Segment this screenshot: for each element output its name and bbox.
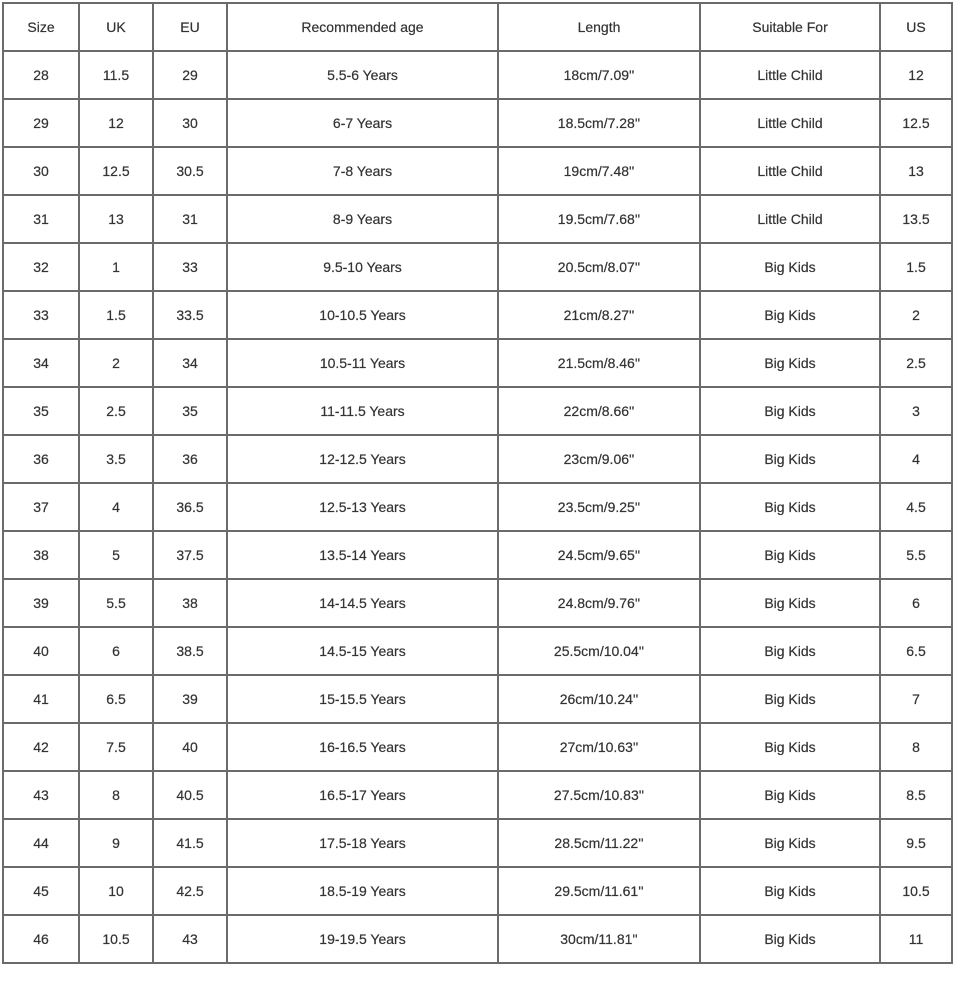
cell-uk: 12 [79,99,153,147]
header-suitable-for: Suitable For [700,3,880,51]
cell-length: 28.5cm/11.22'' [498,819,700,867]
cell-uk: 2 [79,339,153,387]
cell-suitable-for: Big Kids [700,819,880,867]
cell-size: 42 [3,723,79,771]
header-recommended-age: Recommended age [227,3,498,51]
cell-size: 30 [3,147,79,195]
cell-length: 25.5cm/10.04'' [498,627,700,675]
cell-eu: 33 [153,243,227,291]
cell-length: 21.5cm/8.46'' [498,339,700,387]
cell-recommended-age: 15-15.5 Years [227,675,498,723]
cell-eu: 31 [153,195,227,243]
cell-suitable-for: Big Kids [700,339,880,387]
cell-eu: 40.5 [153,771,227,819]
table-row [3,723,952,771]
cell-length: 24.8cm/9.76'' [498,579,700,627]
cell-size: 32 [3,243,79,291]
cell-length: 29.5cm/11.61'' [498,867,700,915]
cell-eu: 43 [153,915,227,963]
cell-recommended-age: 10-10.5 Years [227,291,498,339]
table-row [3,483,952,531]
cell-eu: 34 [153,339,227,387]
cell-recommended-age: 7-8 Years [227,147,498,195]
cell-eu: 42.5 [153,867,227,915]
cell-recommended-age: 6-7 Years [227,99,498,147]
cell-size: 29 [3,99,79,147]
cell-us: 7 [880,675,952,723]
cell-suitable-for: Big Kids [700,579,880,627]
table-row [3,387,952,435]
cell-us: 4.5 [880,483,952,531]
cell-recommended-age: 16.5-17 Years [227,771,498,819]
cell-size: 36 [3,435,79,483]
table-row [3,627,952,675]
size-chart-container [2,2,953,964]
cell-suitable-for: Big Kids [700,483,880,531]
cell-us: 2.5 [880,339,952,387]
cell-us: 13 [880,147,952,195]
cell-eu: 40 [153,723,227,771]
cell-size: 41 [3,675,79,723]
cell-us: 8 [880,723,952,771]
cell-suitable-for: Big Kids [700,771,880,819]
cell-uk: 9 [79,819,153,867]
cell-suitable-for: Big Kids [700,723,880,771]
cell-size: 38 [3,531,79,579]
cell-length: 22cm/8.66'' [498,387,700,435]
cell-uk: 11.5 [79,51,153,99]
header-row [3,3,952,51]
cell-length: 27.5cm/10.83'' [498,771,700,819]
cell-length: 23.5cm/9.25'' [498,483,700,531]
cell-us: 6.5 [880,627,952,675]
cell-recommended-age: 8-9 Years [227,195,498,243]
cell-size: 46 [3,915,79,963]
cell-length: 18.5cm/7.28'' [498,99,700,147]
table-row [3,771,952,819]
cell-uk: 6 [79,627,153,675]
cell-size: 40 [3,627,79,675]
cell-suitable-for: Big Kids [700,867,880,915]
cell-eu: 29 [153,51,227,99]
cell-length: 21cm/8.27'' [498,291,700,339]
cell-us: 8.5 [880,771,952,819]
cell-us: 4 [880,435,952,483]
cell-recommended-age: 9.5-10 Years [227,243,498,291]
cell-recommended-age: 12-12.5 Years [227,435,498,483]
cell-uk: 7.5 [79,723,153,771]
cell-us: 1.5 [880,243,952,291]
cell-us: 11 [880,915,952,963]
cell-length: 30cm/11.81'' [498,915,700,963]
cell-recommended-age: 18.5-19 Years [227,867,498,915]
cell-recommended-age: 13.5-14 Years [227,531,498,579]
cell-uk: 1.5 [79,291,153,339]
cell-suitable-for: Little Child [700,147,880,195]
cell-length: 27cm/10.63'' [498,723,700,771]
cell-eu: 38.5 [153,627,227,675]
table-row [3,51,952,99]
cell-length: 20.5cm/8.07'' [498,243,700,291]
cell-length: 19cm/7.48'' [498,147,700,195]
cell-suitable-for: Big Kids [700,387,880,435]
cell-eu: 41.5 [153,819,227,867]
cell-size: 44 [3,819,79,867]
cell-suitable-for: Big Kids [700,243,880,291]
cell-size: 33 [3,291,79,339]
table-row [3,579,952,627]
table-body [3,51,952,963]
cell-eu: 30.5 [153,147,227,195]
cell-size: 31 [3,195,79,243]
cell-size: 37 [3,483,79,531]
cell-suitable-for: Big Kids [700,627,880,675]
cell-recommended-age: 10.5-11 Years [227,339,498,387]
cell-recommended-age: 5.5-6 Years [227,51,498,99]
cell-us: 3 [880,387,952,435]
table-row [3,435,952,483]
table-row [3,243,952,291]
cell-uk: 3.5 [79,435,153,483]
header-size: Size [3,3,79,51]
cell-us: 6 [880,579,952,627]
cell-recommended-age: 16-16.5 Years [227,723,498,771]
cell-suitable-for: Little Child [700,51,880,99]
cell-us: 13.5 [880,195,952,243]
cell-recommended-age: 19-19.5 Years [227,915,498,963]
cell-eu: 30 [153,99,227,147]
cell-size: 39 [3,579,79,627]
cell-suitable-for: Big Kids [700,435,880,483]
table-row [3,147,952,195]
header-uk: UK [79,3,153,51]
cell-eu: 37.5 [153,531,227,579]
cell-eu: 36.5 [153,483,227,531]
cell-us: 10.5 [880,867,952,915]
table-row [3,867,952,915]
table-row [3,819,952,867]
cell-uk: 6.5 [79,675,153,723]
cell-uk: 10.5 [79,915,153,963]
cell-length: 18cm/7.09'' [498,51,700,99]
cell-eu: 33.5 [153,291,227,339]
cell-uk: 5.5 [79,579,153,627]
cell-uk: 10 [79,867,153,915]
cell-suitable-for: Big Kids [700,675,880,723]
cell-size: 45 [3,867,79,915]
cell-uk: 8 [79,771,153,819]
cell-us: 12 [880,51,952,99]
cell-uk: 2.5 [79,387,153,435]
cell-eu: 39 [153,675,227,723]
cell-suitable-for: Little Child [700,99,880,147]
cell-size: 34 [3,339,79,387]
cell-suitable-for: Big Kids [700,915,880,963]
header-eu: EU [153,3,227,51]
table-row [3,291,952,339]
cell-suitable-for: Little Child [700,195,880,243]
cell-suitable-for: Big Kids [700,531,880,579]
cell-size: 43 [3,771,79,819]
cell-size: 28 [3,51,79,99]
cell-eu: 35 [153,387,227,435]
cell-recommended-age: 12.5-13 Years [227,483,498,531]
cell-uk: 5 [79,531,153,579]
table-row [3,531,952,579]
cell-uk: 4 [79,483,153,531]
table-row [3,339,952,387]
table-row [3,195,952,243]
cell-us: 12.5 [880,99,952,147]
cell-size: 35 [3,387,79,435]
table-row [3,99,952,147]
cell-suitable-for: Big Kids [700,291,880,339]
cell-eu: 36 [153,435,227,483]
header-length: Length [498,3,700,51]
cell-uk: 13 [79,195,153,243]
cell-us: 5.5 [880,531,952,579]
cell-length: 24.5cm/9.65'' [498,531,700,579]
cell-uk: 12.5 [79,147,153,195]
size-chart-table [2,2,953,964]
cell-length: 19.5cm/7.68'' [498,195,700,243]
table-row [3,915,952,963]
table-row [3,675,952,723]
cell-recommended-age: 17.5-18 Years [227,819,498,867]
cell-length: 26cm/10.24'' [498,675,700,723]
cell-recommended-age: 14.5-15 Years [227,627,498,675]
cell-eu: 38 [153,579,227,627]
cell-recommended-age: 11-11.5 Years [227,387,498,435]
cell-us: 9.5 [880,819,952,867]
cell-recommended-age: 14-14.5 Years [227,579,498,627]
cell-length: 23cm/9.06'' [498,435,700,483]
cell-us: 2 [880,291,952,339]
header-us: US [880,3,952,51]
cell-uk: 1 [79,243,153,291]
